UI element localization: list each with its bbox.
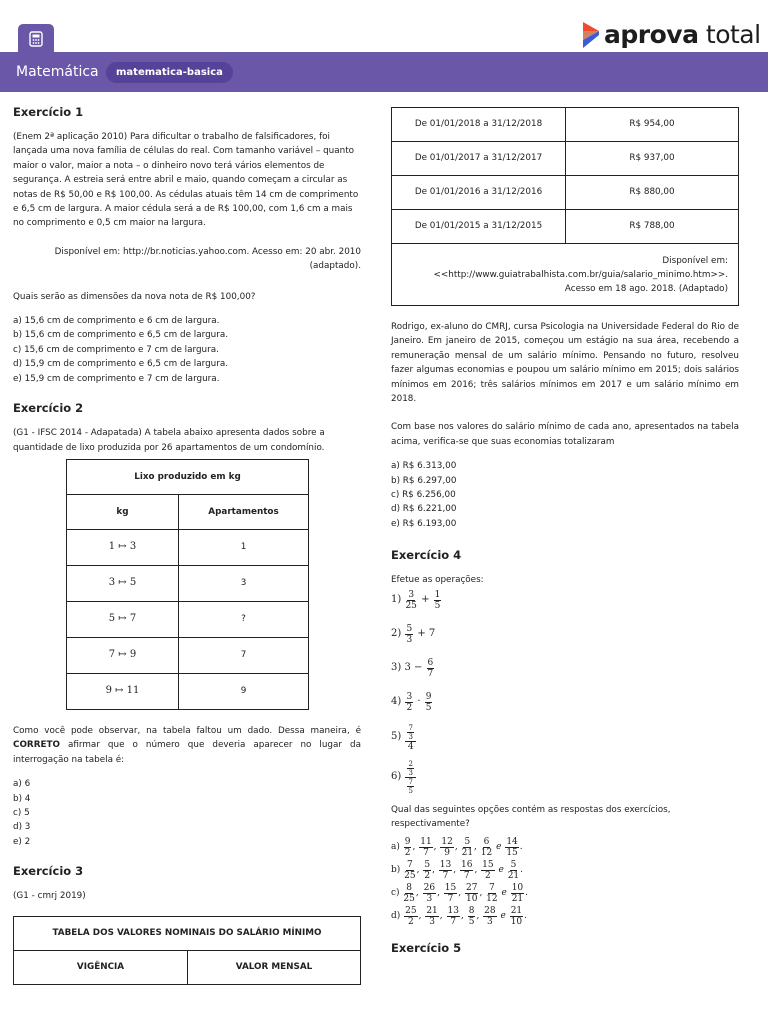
salary-table-body bbox=[391, 107, 739, 306]
operation-6: 6) $\frac{\frac{2}{3}}{\frac{7}{5}}$ bbox=[391, 760, 739, 795]
option[interactable]: c) 15,6 cm de comprimento e 7 cm de largura. bbox=[13, 344, 219, 355]
exercise-1-text: (Enem 2ª aplicação 2010) Para dificultar o trabalho de falsificadores, foi lançada uma nova família de células do real. Com tamanho variável – quanto maior o valor, maior a nota – o dinheiro novo terá vários elementos de segurança. A estreia será entre abril e maio, quando começam a circular as notas de R$ 50,00 e R$ 100,00. As cédulas atuais têm 14 cm de comprimento e 6,5 cm de largura. A maior cédula será a de R$ 100,00, com 1,6 cm a mais no comprimento e 0,5 cm maior na largura. bbox=[13, 132, 359, 229]
kg-cell: 1 ↦ 3 bbox=[67, 529, 179, 565]
value-cell: R$ 880,00 bbox=[566, 176, 739, 210]
value-cell: R$ 788,00 bbox=[566, 210, 739, 244]
exercise-3-text-2: Rodrigo, ex-aluno do CMRJ, cursa Psicologia na Universidade Federal do Rio de Janeiro. Em janeiro de 2015, começou um estágio na sua área, recebendo a remuneração mensal de um salário mínimo. Pensando no futuro, resolveu fazer algumas economias e poupou um salário mínimo em 2015; dois salários mínimos em 2016; três salários mínimos em 2017 e um salário mínimo em 2018. bbox=[391, 322, 739, 405]
kg-cell: 3 ↦ 5 bbox=[67, 565, 179, 601]
aprova-total-logo[interactable] bbox=[582, 20, 761, 49]
operation-1: 1) $\frac{3}{25}$ + $\frac{1}{5}$ bbox=[391, 590, 441, 612]
exercise-4-intro: Efetue as operações: bbox=[391, 575, 484, 586]
period-cell: De 01/01/2015 a 31/12/2015 bbox=[392, 210, 566, 244]
exercise-1-question: Quais serão as dimensões da nova nota de R$ 100,00? bbox=[13, 291, 256, 302]
exercise-5-title: Exercício 5 bbox=[391, 940, 462, 955]
exercise-2-question: Como você pode observar, na tabela faltou um dado. Dessa maneira, é CORRETO afirmar que o número que deveria aparecer no lugar da interrogação na tabela é: bbox=[13, 725, 361, 765]
left-column bbox=[13, 104, 361, 985]
logo-text: aprova total bbox=[604, 20, 761, 49]
option[interactable]: d) $\frac{25}{2}$ , $\frac{21}{3}$ , $\frac{13}{7}$ , $\frac{8}{5}$ , $\frac{28}{3}$ e $\frac{21}{10}$ . bbox=[391, 905, 528, 927]
period-cell: De 01/01/2017 a 31/12/2017 bbox=[392, 142, 566, 176]
exercise-4-options bbox=[391, 836, 739, 928]
salary-table-header bbox=[13, 916, 361, 985]
option[interactable]: d) 15,9 cm de comprimento e 6,5 cm de largura. bbox=[13, 359, 229, 370]
exercise-3-text: (G1 - cmrj 2019) bbox=[13, 891, 86, 902]
exercise-3-question: Com base nos valores do salário mínimo de cada ano, apresentados na tabela acima, verifica-se que suas economias totalizaram bbox=[391, 422, 739, 447]
exercise-4-question: Qual das seguintes opções contém as respostas dos exercícios, respectivamente? bbox=[391, 804, 671, 830]
value-cell: R$ 954,00 bbox=[566, 108, 739, 142]
logo-mark-icon bbox=[582, 21, 600, 49]
exercise-3-options bbox=[391, 459, 739, 531]
option[interactable]: c) $\frac{8}{25}$ , $\frac{26}{3}$ , $\frac{15}{7}$ , $\frac{27}{10}$ , $\frac{7}{12}$ e $\frac{10}{21}$ . bbox=[391, 882, 529, 904]
salary-table-source: Disponível em: <<http://www.guiatrabalhista.com.br/guia/salario_minimo.htm>>. Acesso em 18 ago. 2018. (Adaptado) bbox=[392, 244, 739, 306]
col-header-kg: kg bbox=[67, 494, 179, 529]
operation-5: 5) $\frac{\frac{7}{3}}{4}$ bbox=[391, 724, 739, 752]
option[interactable]: e) 15,9 cm de comprimento e 7 cm de largura. bbox=[13, 373, 220, 384]
subject-band bbox=[0, 52, 768, 92]
calculator-tab[interactable] bbox=[18, 24, 54, 54]
value-cell: R$ 937,00 bbox=[566, 142, 739, 176]
apt-cell: 7 bbox=[179, 637, 309, 673]
col-header-vigencia: VIGÊNCIA bbox=[14, 950, 188, 984]
option[interactable]: b) 15,6 cm de comprimento e 6,5 cm de largura. bbox=[13, 330, 229, 341]
option[interactable]: a) $\frac{9}{2}$ , $\frac{11}{7}$ , $\frac{12}{9}$ , $\frac{5}{21}$ , $\frac{6}{12}$ e $\frac{14}{15}$ . bbox=[391, 836, 523, 858]
kg-cell: 7 ↦ 9 bbox=[67, 637, 179, 673]
exercise-3-title: Exercício 3 bbox=[13, 864, 84, 879]
apt-cell: 3 bbox=[179, 565, 309, 601]
operation-2: 2) $\frac{5}{3}$ + 7 bbox=[391, 624, 436, 646]
option[interactable]: a) 15,6 cm de comprimento e 6 cm de largura. bbox=[13, 316, 220, 327]
option[interactable]: e) R$ 6.193,00 bbox=[391, 518, 457, 529]
option[interactable]: a) R$ 6.313,00 bbox=[391, 461, 457, 472]
exercise-1-title: Exercício 1 bbox=[13, 105, 84, 119]
kg-cell: 9 ↦ 11 bbox=[67, 673, 179, 709]
option[interactable]: a) 6 bbox=[13, 779, 31, 790]
operations-list bbox=[391, 588, 739, 795]
period-cell: De 01/01/2018 a 31/12/2018 bbox=[392, 108, 566, 142]
option[interactable]: e) 2 bbox=[13, 836, 31, 847]
exercise-2-text: (G1 - IFSC 2014 - Adapatada) A tabela abaixo apresenta dados sobre a quantidade de lixo produzida por 26 apartamentos de um condomínio. bbox=[13, 428, 325, 453]
source-link[interactable]: <<http://www.guiatrabalhista.com.br/guia/salario_minimo.htm>>. bbox=[433, 269, 728, 280]
exercise-2-title: Exercício 2 bbox=[13, 401, 84, 416]
option[interactable]: d) 3 bbox=[13, 822, 31, 833]
top-bar bbox=[0, 0, 768, 52]
apt-cell: ? bbox=[179, 601, 309, 637]
apt-cell: 1 bbox=[179, 529, 309, 565]
option[interactable]: b) R$ 6.297,00 bbox=[391, 475, 457, 486]
option[interactable]: b) 4 bbox=[13, 793, 31, 804]
option[interactable]: d) R$ 6.221,00 bbox=[391, 504, 457, 515]
option[interactable]: c) 5 bbox=[13, 807, 30, 818]
subject-title: Matemática bbox=[16, 64, 99, 80]
topic-tag[interactable]: matematica-basica bbox=[106, 62, 233, 83]
col-header-valor: VALOR MENSAL bbox=[188, 950, 361, 984]
exercise-4-title: Exercício 4 bbox=[391, 548, 462, 563]
kg-cell: 5 ↦ 7 bbox=[67, 601, 179, 637]
option[interactable]: c) R$ 6.256,00 bbox=[391, 490, 456, 501]
exercise-2-options bbox=[13, 777, 361, 849]
exercise-1-options bbox=[13, 314, 361, 386]
period-cell: De 01/01/2016 a 31/12/2016 bbox=[392, 176, 566, 210]
calculator-icon bbox=[29, 31, 43, 47]
operation-3: 3) 3 − $\frac{6}{7}$ bbox=[391, 658, 434, 680]
salary-table-title: TABELA DOS VALORES NOMINAIS DO SALÁRIO MÍNIMO bbox=[14, 916, 361, 950]
right-column bbox=[391, 107, 739, 966]
operation-4: 4) $\frac{3}{2}$ · $\frac{9}{5}$ bbox=[391, 692, 432, 714]
exercise-1-source: Disponível em: http://br.noticias.yahoo.com. Acesso em: 20 abr. 2010 (adaptado). bbox=[54, 246, 361, 272]
garbage-table bbox=[66, 459, 309, 710]
option[interactable]: b) $\frac{7}{25}$ , $\frac{5}{2}$ , $\frac{13}{7}$ , $\frac{16}{7}$ , $\frac{15}{2}$ e $\frac{5}{21}$ . bbox=[391, 859, 524, 881]
apt-cell: 9 bbox=[179, 673, 309, 709]
garbage-table-title: Lixo produzido em kg bbox=[67, 459, 309, 494]
col-header-apartments: Apartamentos bbox=[179, 494, 309, 529]
